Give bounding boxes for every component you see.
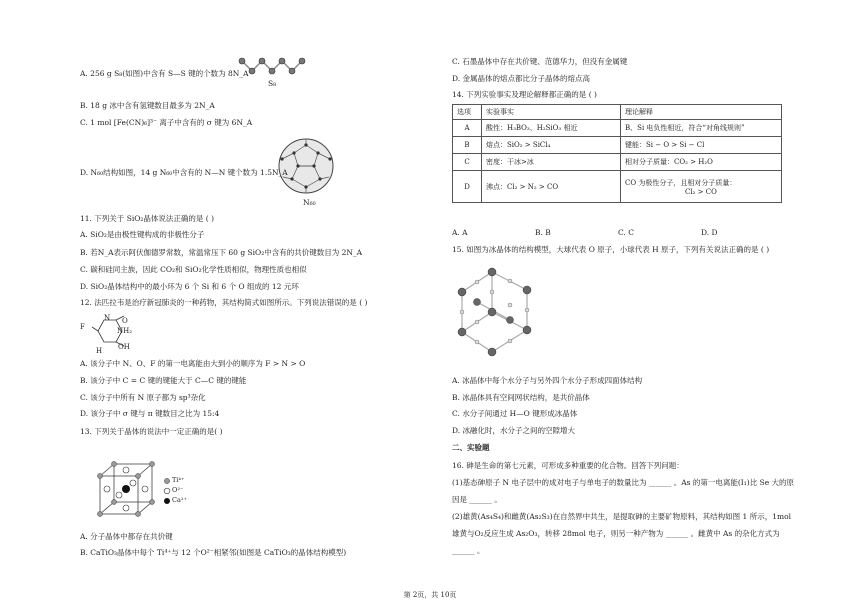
q16-part1-line1: (1)基态砷原子 N 电子层中的成对电子与单电子的数量比为 ______ 。As 的第一电离能(I₁)比 Se 大的原: [452, 478, 795, 487]
question-15: 15. 如图为冰晶体的结构模型，大球代表 O 原子，小球代表 H 原子，下列有关说法正确的是 ( ): [452, 245, 770, 254]
n60-fullerene-figure: [275, 135, 337, 197]
table-header-cell: 实验事实: [482, 105, 621, 120]
table-cell: 相对分子质量：CO₂ > H₂O: [621, 154, 782, 171]
q11-option-b: B. 若N_A表示阿伏伽德罗常数，常温常压下 60 g SiO₂中含有的共价键数目为 2N_A: [80, 248, 363, 257]
q12-option-a: A. 该分子中 N、O、F 的第一电离能由大到小的顺序为 F > N > O: [80, 359, 306, 368]
q14-option-c: C. C: [618, 228, 634, 237]
q15-option-a: A. 冰晶体中每个水分子与另外四个水分子形成四面体结构: [452, 376, 643, 385]
section-title: 二、实验题: [452, 443, 490, 452]
page-footer: 第 2页，共 10页: [403, 591, 457, 599]
table-cell: [621, 171, 782, 203]
table-header-cell: 理论解释: [621, 105, 782, 120]
q14-option-a: A. A: [452, 228, 468, 237]
q12-option-c: C. 该分子中所有 N 原子都为 sp³杂化: [80, 393, 206, 402]
table-row: [453, 120, 782, 137]
q10-option-d: D. N₆₀结构如图，14 g N₆₀中含有的 N—N 键个数为 1.5N_A: [80, 168, 288, 177]
table-row: [453, 137, 782, 154]
question-14: 14. 下列实验事实及理论解释都正确的是 ( ): [452, 90, 597, 99]
ice-crystal-figure: [452, 262, 542, 362]
struct-h-label: H: [96, 347, 103, 355]
q13-option-c: C. 石墨晶体中存在共价键、范德华力，但没有金属键: [452, 57, 628, 66]
q14-option-b: B. B: [535, 228, 551, 237]
question-12: 12. 法匹拉韦是治疗新冠肺炎的一种药物，其结构简式如图所示。下列说法错误的是 ( ): [80, 298, 368, 307]
q15-option-c: C. 水分子间通过 H—O 键形成冰晶体: [452, 409, 578, 418]
struct-f-label: F: [80, 323, 85, 331]
q15-option-b: B. 冰晶体具有空间网状结构，是共价晶体: [452, 393, 590, 402]
table-cell: 键能：Si − O > Si − Cl: [621, 137, 782, 154]
table-cell: 酸性：H₃BO₃、H₂SiO₃ 相近: [482, 120, 621, 137]
struct-n-label: N: [104, 314, 111, 322]
table-cell: 密度：干冰>冰: [482, 154, 621, 171]
q10-option-c: C. 1 mol [Fe(CN)₆]³⁻ 离子中含有的 σ 键为 6N_A: [80, 118, 253, 127]
q10-option-a: A. 256 g S₈(如图)中含有 S—S 键的个数为 8N_A: [80, 69, 249, 78]
q16-part2-line1: (2)雄黄(As₄S₄)和雌黄(As₂S₃)在自然界中共生，是提取砷的主要矿物原料，其结构如图 1 所示，1mol: [452, 512, 791, 521]
legend-ca: Ca²⁺: [172, 496, 187, 504]
q11-option-d: D. SiO₂晶体结构中的最小环为 6 个 Si 和 6 个 O 组成的 12 元环: [80, 282, 299, 291]
q13-option-b: B. CaTiO₃晶体中每个 Ti⁴⁺与 12 个O²⁻相紧邻(如图是 CaTiO₃的晶体结构模型): [80, 548, 347, 557]
q16-part2-line3: ______ 。: [452, 546, 485, 555]
q16-part1-line2: 因是 ______ 。: [452, 495, 502, 504]
q15-option-d: D. 冰融化时，水分子之间的空隙增大: [452, 426, 576, 435]
q14-table: [452, 104, 782, 203]
table-row: [453, 154, 782, 171]
q11-option-a: A. SiO₂是由极性键构成的非极性分子: [80, 230, 205, 239]
q10-option-b: B. 18 g 冰中含有氢键数目最多为 2N_A: [80, 101, 215, 110]
catio3-crystal-figure: [96, 460, 158, 522]
legend-ca-marker: [163, 497, 171, 505]
struct-oh-label: OH: [118, 343, 130, 351]
table-cell-line: Cl₂ > CO: [685, 187, 717, 196]
q11-option-c: C. 碳和硅同主族，因此 CO₂和 SiO₂化学性质相似，物理性质也相似: [80, 265, 307, 274]
table-cell: A: [453, 120, 482, 137]
question-11: 11. 下列关于 SiO₂晶体说法正确的是 ( ): [80, 214, 215, 223]
q12-option-d: D. 该分子中 σ 键与 π 键数目之比为 15:4: [80, 409, 220, 418]
table-header-row: [453, 105, 782, 120]
legend-ti-marker: [163, 477, 171, 485]
legend-o: O²⁻: [172, 486, 184, 494]
s8-label: S₈: [268, 79, 277, 88]
legend-ti: Ti⁴⁺: [172, 476, 185, 484]
table-row: [453, 171, 782, 203]
s8-ring-figure: [238, 55, 306, 77]
table-header-cell: 选项: [453, 105, 482, 120]
q13-option-d: D. 金属晶体的熔点都比分子晶体的熔点高: [452, 74, 591, 83]
q13-option-a: A. 分子晶体中都存在共价键: [80, 532, 173, 541]
table-cell: D: [453, 171, 482, 203]
table-cell: B: [453, 137, 482, 154]
question-13: 13. 下列关于晶体的说法中一定正确的是( ): [80, 427, 223, 436]
q16-part2-line2: 雄黄与O₂反应生成 As₂O₃，转移 28mol 电子，则另一种产物为 ______ 。雌黄中 As 的杂化方式为: [452, 529, 780, 538]
table-cell-line: CO 为极性分子，且相对分子质量：: [625, 178, 737, 187]
struct-nh2-label: NH₂: [117, 327, 133, 335]
q12-option-b: B. 该分子中 C = C 键的键能大于 C—C 键的键能: [80, 376, 247, 385]
struct-o-label: O: [122, 317, 128, 325]
q14-option-d: D. D: [701, 228, 718, 237]
table-cell: 熔点：SiO₂ > SiCl₄: [482, 137, 621, 154]
legend-o-marker: [163, 487, 171, 495]
n60-label: N₆₀: [303, 198, 316, 207]
table-cell: C: [453, 154, 482, 171]
question-16: 16. 砷是生命的第七元素，可形成多种重要的化合物。回答下列问题：: [452, 461, 684, 470]
table-cell: B、Si 电负性相近，符合“对角线规则”: [621, 120, 782, 137]
table-cell: 沸点：Cl₂ > N₂ > CO: [482, 171, 621, 203]
